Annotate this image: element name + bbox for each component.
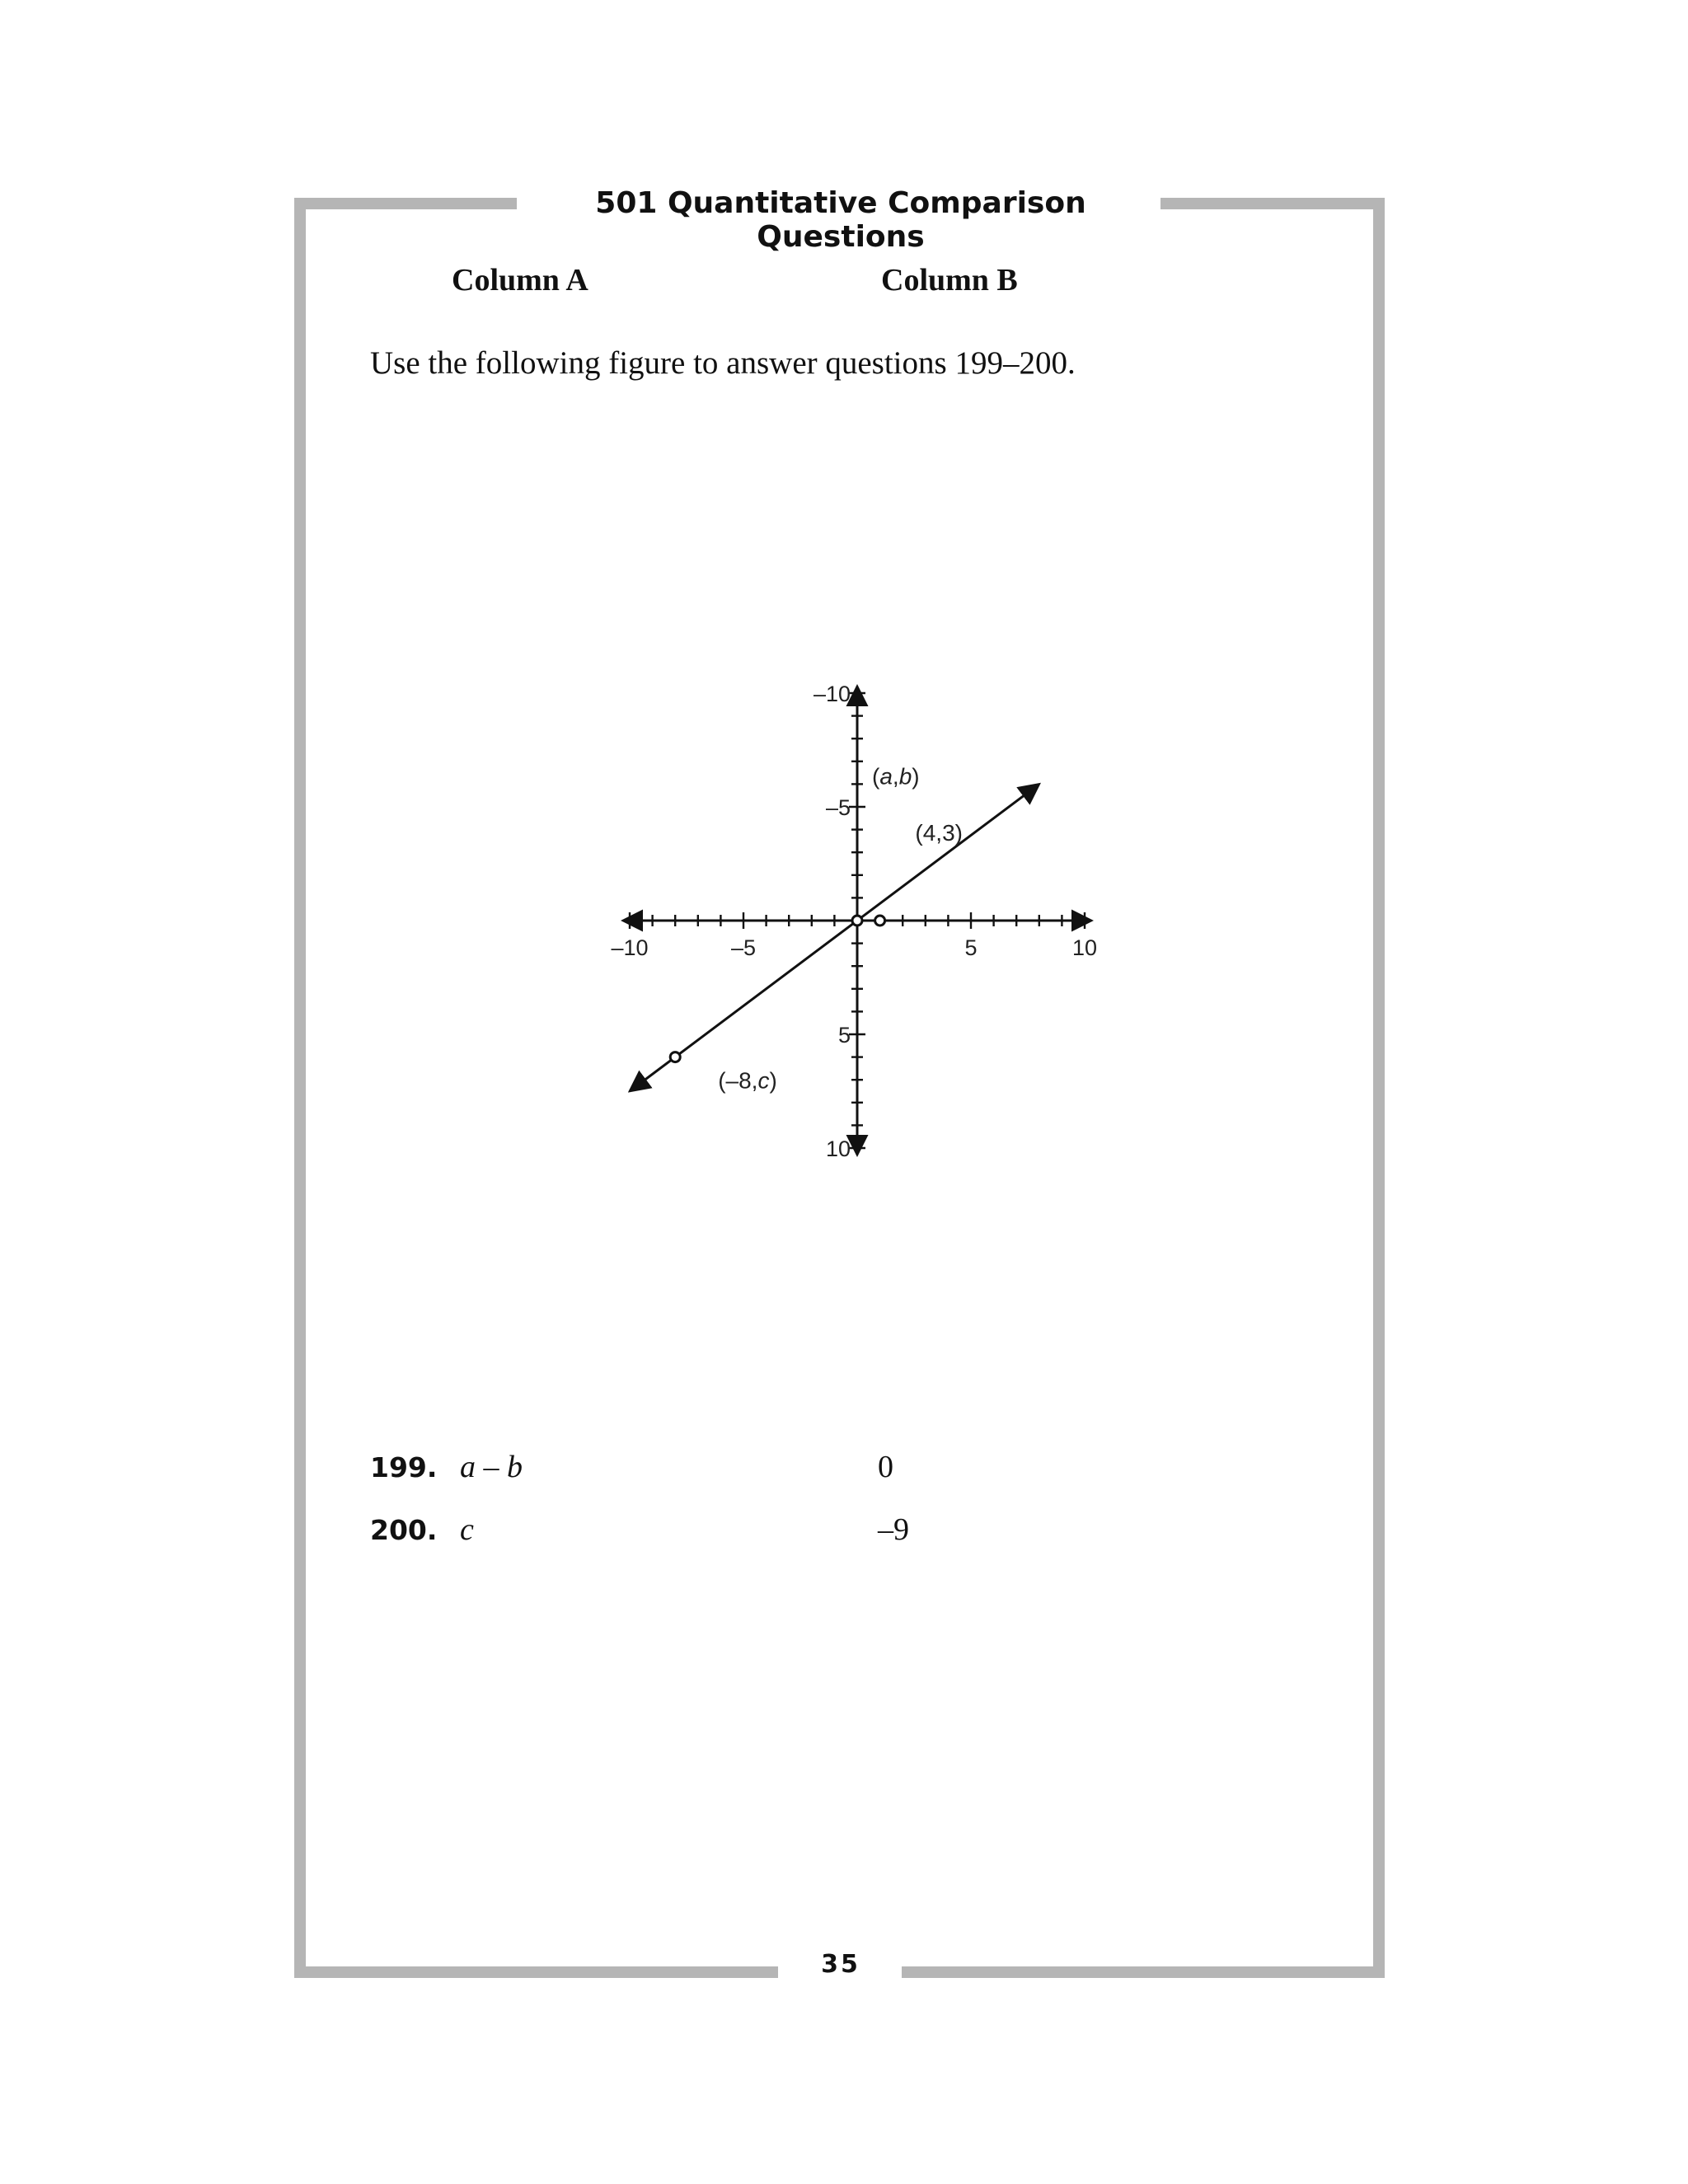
question-number: 199. xyxy=(370,1451,438,1483)
point-label-a-b: (a,b) xyxy=(872,763,920,790)
point-neg8-c xyxy=(670,1052,680,1062)
x-tick-label-10: 10 xyxy=(1071,935,1098,960)
frame-bottom-left xyxy=(294,1966,778,1978)
y-tick-label-10: 10 xyxy=(825,1137,851,1161)
point-origin xyxy=(852,916,862,926)
y-tick-label-neg10: –10 xyxy=(813,682,851,706)
frame-right xyxy=(1373,198,1385,1978)
question-number: 200. xyxy=(370,1514,438,1546)
question-column-a: a – b xyxy=(460,1450,523,1484)
frame-top-right xyxy=(1160,198,1385,209)
question-199 xyxy=(370,1449,893,1485)
point-on-x-axis xyxy=(875,916,885,926)
page-header-title: 501 Quantitative Comparison Questions xyxy=(595,186,1086,254)
y-tick-label-5: 5 xyxy=(837,1023,851,1047)
point-label-neg8-c: (–8,c) xyxy=(718,1067,777,1094)
page-number: 35 xyxy=(821,1950,860,1979)
graph-line xyxy=(630,784,1039,1091)
column-b-heading: Column B xyxy=(881,263,1018,298)
instruction-text: Use the following figure to answer questions 199–200. xyxy=(370,345,1076,381)
x-tick-label-neg5: –5 xyxy=(730,935,757,960)
x-tick-label-5: 5 xyxy=(964,935,978,960)
frame-left xyxy=(294,198,306,1978)
frame-bottom-right xyxy=(902,1966,1385,1978)
frame-top-left xyxy=(294,198,517,209)
point-label-4-3: (4,3) xyxy=(915,820,963,846)
question-column-b: 0 xyxy=(878,1450,893,1484)
coordinate-graph xyxy=(363,416,1319,1422)
question-column-b: –9 xyxy=(878,1512,909,1547)
question-column-a: c xyxy=(460,1512,474,1547)
question-200 xyxy=(370,1511,909,1548)
y-tick-label-neg5: –5 xyxy=(825,795,851,820)
x-tick-label-neg10: –10 xyxy=(611,935,649,960)
column-a-heading: Column A xyxy=(452,263,588,298)
